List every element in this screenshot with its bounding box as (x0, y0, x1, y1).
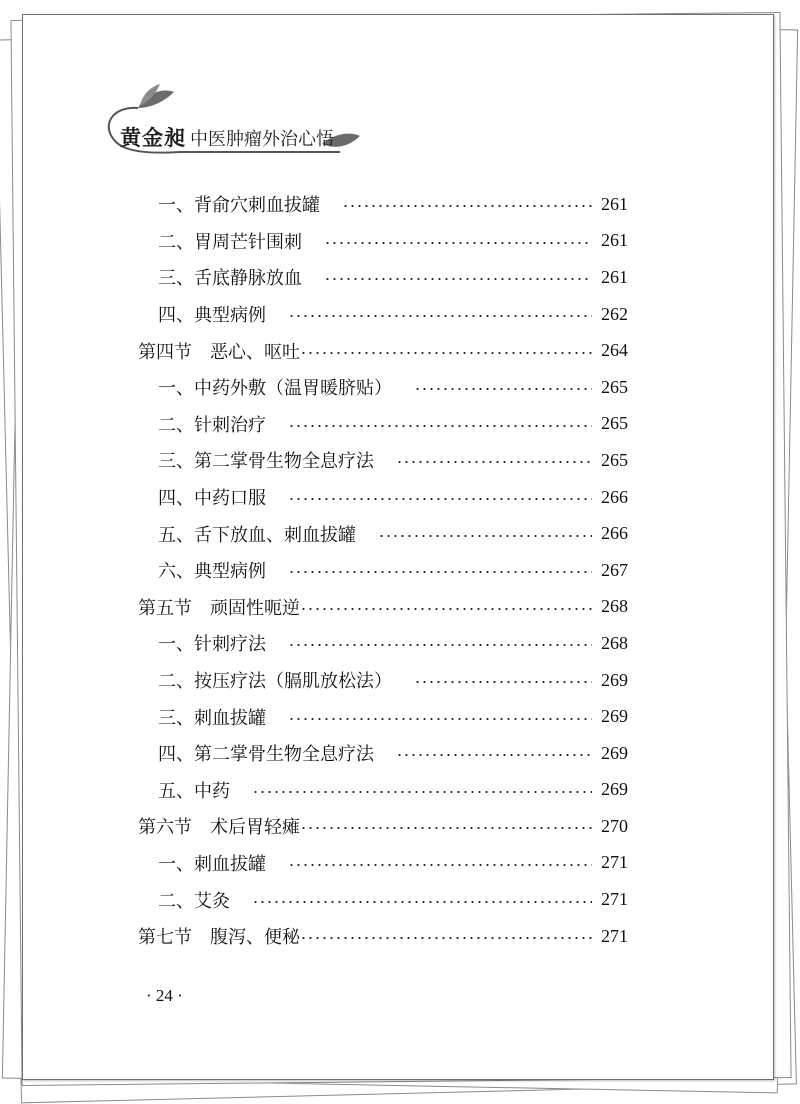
toc-entry-title: 六、典型病例 (158, 561, 266, 583)
toc-section-entry (138, 918, 628, 955)
toc-dot-leader (414, 388, 592, 390)
toc-entry-title: 第五节 顽固性呃逆 (138, 597, 300, 619)
page-number: · 24 · (146, 986, 183, 1005)
toc-dot-leader (288, 864, 592, 866)
toc-entry-title: 第四节 恶心、呕吐 (138, 341, 300, 363)
toc-subentry (138, 479, 628, 516)
toc-entry-title: 二、按压疗法（膈肌放松法） (158, 671, 392, 693)
toc-entry-title: 第六节 术后胃轻瘫 (138, 817, 300, 839)
toc-dot-leader (396, 754, 592, 756)
toc-dot-leader (288, 498, 592, 500)
toc-entry-page: 269 (601, 742, 628, 763)
toc-subentry (138, 735, 628, 772)
toc-subentry (138, 625, 628, 662)
toc-subentry (138, 406, 628, 443)
toc-entry-page: 262 (601, 303, 628, 324)
running-header (90, 84, 510, 164)
toc-entry-page: 271 (601, 852, 628, 873)
toc-dot-leader (288, 644, 592, 646)
table-of-contents (138, 186, 628, 954)
toc-subentry (138, 296, 628, 333)
toc-subentry (138, 772, 628, 809)
toc-entry-title: 一、刺血拔罐 (158, 853, 266, 875)
header-author: 黄金昶 (120, 125, 186, 150)
toc-entry-title: 四、第二掌骨生物全息疗法 (158, 744, 374, 766)
toc-dot-leader (252, 901, 592, 903)
toc-subentry (138, 845, 628, 882)
toc-dot-leader (288, 425, 592, 427)
toc-subentry (138, 881, 628, 918)
toc-subentry (138, 259, 628, 296)
toc-entry-page: 269 (601, 706, 628, 727)
toc-entry-title: 三、第二掌骨生物全息疗法 (158, 451, 374, 473)
toc-entry-page: 268 (601, 596, 628, 617)
toc-entry-page: 267 (601, 559, 628, 580)
toc-entry-title: 五、舌下放血、刺血拔罐 (158, 524, 356, 546)
toc-entry-title: 一、中药外敷（温胃暖脐贴） (158, 378, 392, 400)
toc-dot-leader (378, 535, 592, 537)
toc-subentry (138, 552, 628, 589)
toc-entry-page: 270 (601, 815, 628, 836)
toc-entry-page: 261 (601, 266, 628, 287)
toc-subentry (138, 369, 628, 406)
toc-entry-page: 261 (601, 230, 628, 251)
toc-entry-page: 266 (601, 486, 628, 507)
toc-dot-leader (342, 205, 592, 207)
toc-entry-title: 三、舌底静脉放血 (158, 268, 302, 290)
toc-entry-title: 五、中药 (158, 780, 230, 802)
toc-dot-leader (396, 461, 592, 463)
toc-dot-leader (288, 315, 592, 317)
toc-entry-title: 一、背俞穴刺血拔罐 (158, 195, 320, 217)
toc-subentry (138, 186, 628, 223)
toc-subentry (138, 698, 628, 735)
toc-entry-page: 265 (601, 376, 628, 397)
toc-entry-page: 265 (601, 413, 628, 434)
toc-entry-title: 四、典型病例 (158, 305, 266, 327)
toc-entry-title: 四、中药口服 (158, 488, 266, 510)
toc-entry-title: 三、刺血拔罐 (158, 707, 266, 729)
toc-entry-page: 261 (601, 193, 628, 214)
toc-section-entry (138, 332, 628, 369)
toc-dot-leader (300, 937, 592, 939)
toc-subentry (138, 515, 628, 552)
toc-entry-title: 一、针刺疗法 (158, 634, 266, 656)
toc-subentry (138, 223, 628, 260)
toc-section-entry (138, 808, 628, 845)
toc-dot-leader (300, 827, 592, 829)
toc-entry-page: 264 (601, 340, 628, 361)
toc-entry-page: 269 (601, 779, 628, 800)
toc-dot-leader (300, 608, 592, 610)
toc-dot-leader (288, 571, 592, 573)
toc-subentry (138, 442, 628, 479)
toc-entry-page: 266 (601, 523, 628, 544)
toc-entry-title: 第七节 腹泻、便秘 (138, 927, 300, 949)
toc-dot-leader (324, 278, 592, 280)
toc-entry-page: 268 (601, 632, 628, 653)
toc-entry-title: 二、针刺治疗 (158, 414, 266, 436)
toc-dot-leader (414, 681, 592, 683)
toc-entry-page: 271 (601, 889, 628, 910)
toc-entry-title: 二、胃周芒针围刺 (158, 231, 302, 253)
toc-dot-leader (288, 718, 592, 720)
toc-dot-leader (300, 352, 592, 354)
header-book-title: 中医肿瘤外治心悟 (190, 129, 334, 150)
toc-entry-page: 271 (601, 925, 628, 946)
toc-dot-leader (324, 242, 592, 244)
toc-section-entry (138, 589, 628, 626)
toc-dot-leader (252, 791, 592, 793)
toc-entry-title: 二、艾灸 (158, 890, 230, 912)
header-title (120, 122, 334, 152)
toc-entry-page: 265 (601, 449, 628, 470)
toc-subentry (138, 662, 628, 699)
toc-entry-page: 269 (601, 669, 628, 690)
